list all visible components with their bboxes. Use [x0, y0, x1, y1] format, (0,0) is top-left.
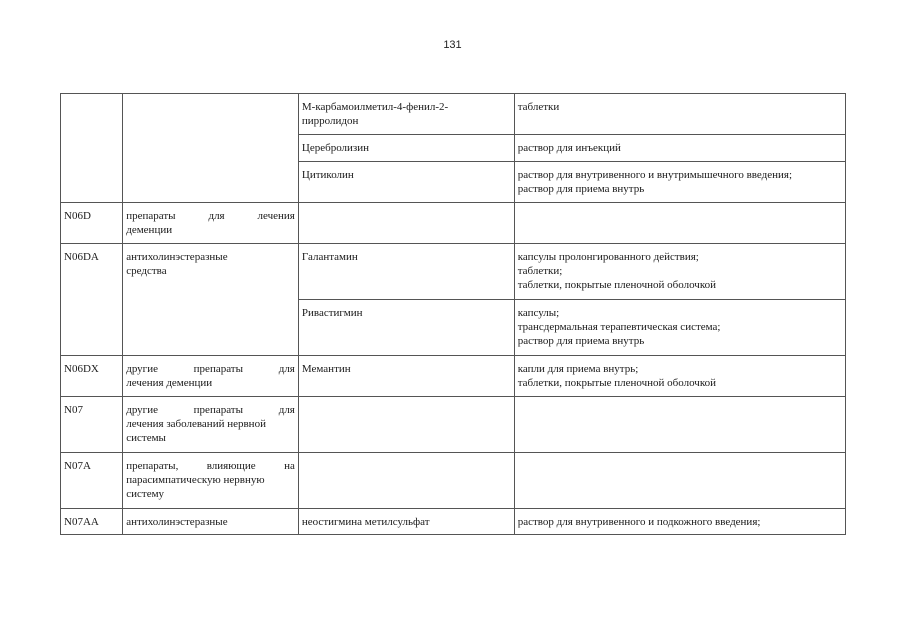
drug-cell	[298, 162, 514, 203]
group-word: на	[284, 460, 295, 472]
dosage-form-cell	[514, 244, 845, 300]
dosage-form-line: раствор для внутривенного и внутримышечного введения;	[517, 169, 793, 181]
dosage-form-line: раствор для внутривенного и подкожного введения;	[517, 516, 761, 528]
atc-code-cell: N06DA	[61, 244, 123, 356]
dosage-form-line: капсулы;	[517, 307, 560, 319]
table-row	[61, 509, 846, 535]
drug-cell	[298, 244, 514, 300]
group-word: другие	[126, 404, 158, 416]
drug-cell	[298, 356, 514, 397]
dosage-form-line: капли для приема внутрь;	[517, 363, 639, 375]
group-word: для	[278, 404, 295, 416]
group-word: влияющие	[206, 460, 256, 472]
group-word: для	[278, 363, 295, 375]
group-cell	[123, 94, 299, 203]
group-word: препараты	[193, 404, 244, 416]
dosage-form-cell	[514, 162, 845, 203]
atc-code-cell: N07A	[61, 453, 123, 509]
table-row	[61, 453, 846, 509]
group-word: другие	[126, 363, 158, 375]
dosage-form-line: таблетки;	[517, 265, 563, 277]
group-word: лечения	[257, 210, 295, 222]
group-line: лечения заболеваний нервной	[126, 418, 266, 430]
group-line: средства	[126, 265, 167, 277]
drug-cell	[298, 94, 514, 135]
group-cell	[123, 203, 299, 244]
dosage-form-cell	[514, 509, 845, 535]
drug-cell	[298, 203, 514, 244]
drug-cell	[298, 397, 514, 453]
group-line: антихолинэстеразные	[126, 516, 228, 528]
group-word: препараты	[193, 363, 244, 375]
atc-code-cell	[61, 94, 123, 203]
drug-cell	[298, 453, 514, 509]
dosage-form-line: раствор для инъекций	[517, 142, 621, 154]
drug-line: Церебролизин	[301, 142, 370, 154]
group-line: парасимпатическую нервную	[126, 474, 265, 486]
table-row	[61, 244, 846, 300]
group-cell	[123, 453, 299, 509]
page-number: 131	[443, 39, 462, 51]
group-cell	[123, 397, 299, 453]
table-row	[61, 397, 846, 453]
group-word: для	[208, 210, 225, 222]
group-line: систему	[126, 488, 165, 500]
dosage-form-cell	[514, 94, 845, 135]
drug-cell	[298, 300, 514, 356]
atc-code-cell: N07AA	[61, 509, 123, 535]
dosage-form-cell	[514, 356, 845, 397]
dosage-form-line: трансдермальная терапевтическая система;	[517, 321, 721, 333]
group-cell	[123, 356, 299, 397]
group-line	[126, 362, 295, 376]
group-line	[126, 209, 295, 223]
dosage-form-cell	[514, 203, 845, 244]
atc-code-cell: N07	[61, 397, 123, 453]
group-word: препараты	[126, 210, 176, 222]
group-line: антихолинэстеразные	[126, 251, 228, 263]
dosage-form-cell	[514, 300, 845, 356]
dosage-form-line: таблетки	[517, 101, 560, 113]
drug-line: М-карбамоилметил-4-фенил-2-	[301, 101, 449, 113]
group-line	[126, 459, 295, 473]
group-cell	[123, 244, 299, 356]
dosage-form-cell	[514, 135, 845, 162]
drug-line: Ривастигмин	[301, 307, 363, 319]
drug-classification-table	[60, 93, 846, 535]
group-line: деменции	[126, 224, 173, 236]
dosage-form-line: таблетки, покрытые пленочной оболочкой	[517, 279, 716, 291]
drug-cell	[298, 509, 514, 535]
drug-line: пирролидон	[301, 115, 359, 127]
dosage-form-cell	[514, 397, 845, 453]
dosage-form-line: капсулы пролонгированного действия;	[517, 251, 699, 263]
table-row	[61, 356, 846, 397]
group-cell	[123, 509, 299, 535]
dosage-form-line: раствор для приема внутрь	[517, 335, 645, 347]
atc-code-cell: N06DX	[61, 356, 123, 397]
table-row	[61, 203, 846, 244]
group-line: лечения деменции	[126, 377, 213, 389]
drug-line: Галантамин	[301, 251, 358, 263]
table-row	[61, 94, 846, 135]
group-line	[126, 403, 295, 417]
atc-code-cell: N06D	[61, 203, 123, 244]
dosage-form-line: таблетки, покрытые пленочной оболочкой	[517, 377, 716, 389]
dosage-form-line: раствор для приема внутрь	[517, 183, 645, 195]
drug-line: Цитиколин	[301, 169, 354, 181]
drug-line: Мемантин	[301, 363, 351, 375]
group-word: препараты,	[126, 460, 179, 472]
dosage-form-cell	[514, 453, 845, 509]
group-line: системы	[126, 432, 166, 444]
drug-line: неостигмина метилсульфат	[301, 516, 430, 528]
drug-cell	[298, 135, 514, 162]
